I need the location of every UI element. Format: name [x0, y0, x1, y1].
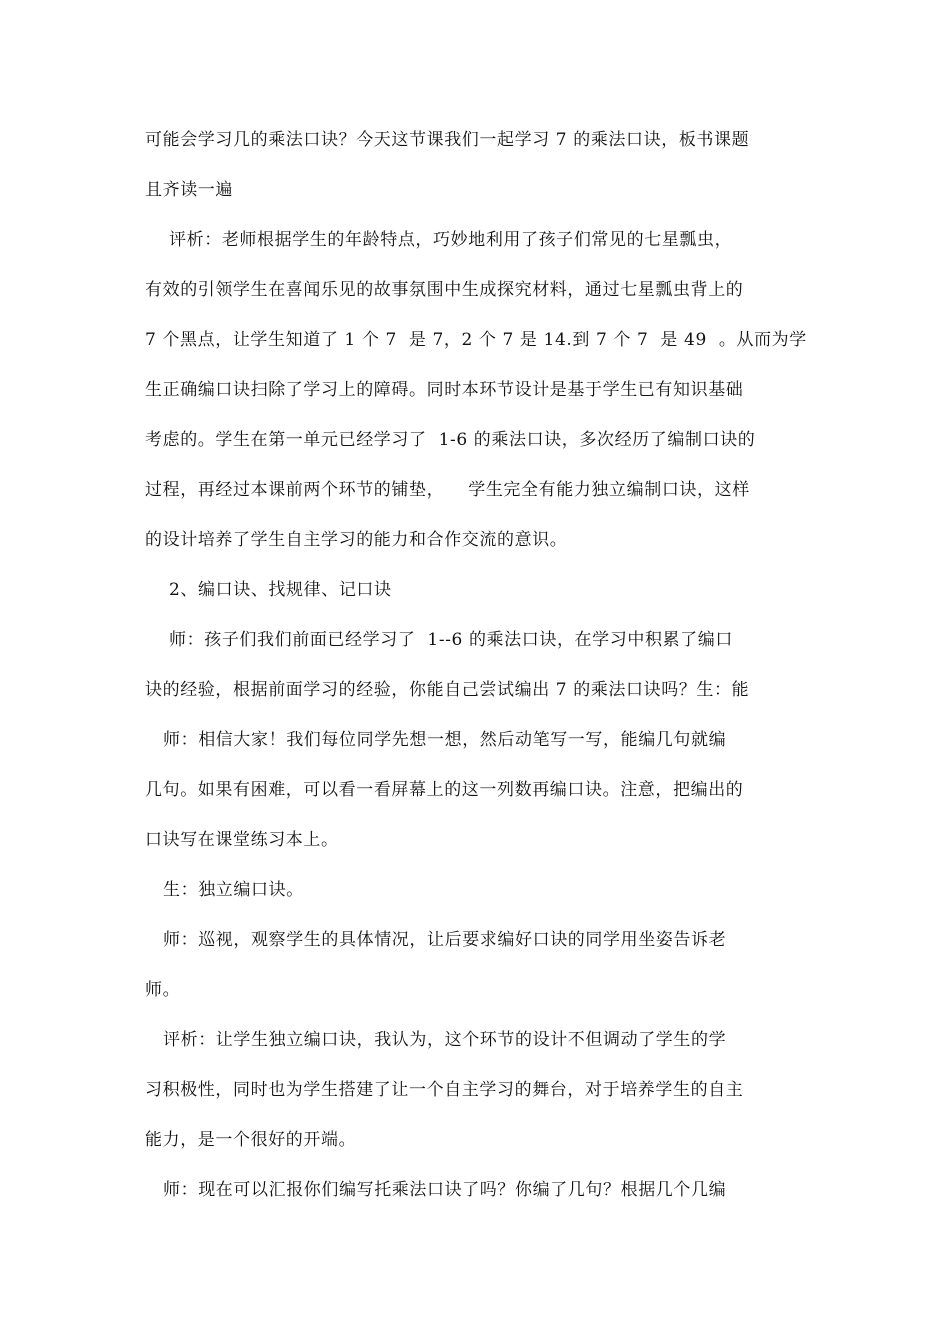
text-line: 有效的引领学生在喜闻乐见的故事氛围中生成探究材料，通过七星瓢虫背上的	[145, 280, 744, 300]
text-line: 师：现在可以汇报你们编写托乘法口诀了吗？你编了几句？根据几个几编	[145, 1180, 727, 1200]
text-line: 能力，是一个很好的开端。	[145, 1130, 357, 1150]
text-line: 习积极性，同时也为学生搭建了让一个自主学习的舞台，对于培养学生的自主	[145, 1080, 744, 1100]
text-line: 生正确编口诀扫除了学习上的障碍。同时本环节设计是基于学生已有知识基础	[145, 380, 744, 400]
text-line: 的设计培养了学生自主学习的能力和合作交流的意识。	[145, 530, 568, 550]
text-line: 可能会学习几的乘法口诀？今天这节课我们一起学习 7 的乘法口诀，板书课题	[145, 130, 750, 150]
text-line: 几句。如果有困难，可以看一看屏幕上的这一列数再编口诀。注意，把编出的	[145, 780, 744, 800]
text-line: 师：孩子们我们前面已经学习了 1--6 的乘法口诀，在学习中积累了编口	[145, 630, 733, 650]
text-line: 口诀写在课堂练习本上。	[145, 830, 339, 850]
text-line: 诀的经验，根据前面学习的经验，你能自己尝试编出 7 的乘法口诀吗？生：能	[145, 680, 750, 700]
section-heading: 2、编口诀、找规律、记口诀	[145, 580, 392, 600]
text-line: 师：相信大家！我们每位同学先想一想，然后动笔写一写，能编几句就编	[145, 730, 727, 750]
text-line: 评析：让学生独立编口诀，我认为，这个环节的设计不但调动了学生的学	[145, 1030, 727, 1050]
text-line: 考虑的。学生在第一单元已经学习了 1-6 的乘法口诀，多次经历了编制口诀的	[145, 430, 756, 450]
text-line: 生：独立编口诀。	[145, 880, 304, 900]
text-line: 评析：老师根据学生的年龄特点，巧妙地利用了孩子们常见的七星瓢虫，	[145, 230, 733, 250]
text-line: 师。	[145, 980, 181, 1000]
text-line: 过程，再经过本课前两个环节的铺垫， 学生完全有能力独立编制口诀，这样	[145, 480, 750, 500]
text-line: 师：巡视，观察学生的具体情况，让后要求编好口诀的同学用坐姿告诉老	[145, 930, 727, 950]
text-line: 且齐读一遍	[145, 180, 233, 200]
text-line: 7 个黑点，让学生知道了 1 个 7 是 7，2 个 7 是 14.到 7 个 7 是 49 。从而为学	[145, 330, 807, 350]
